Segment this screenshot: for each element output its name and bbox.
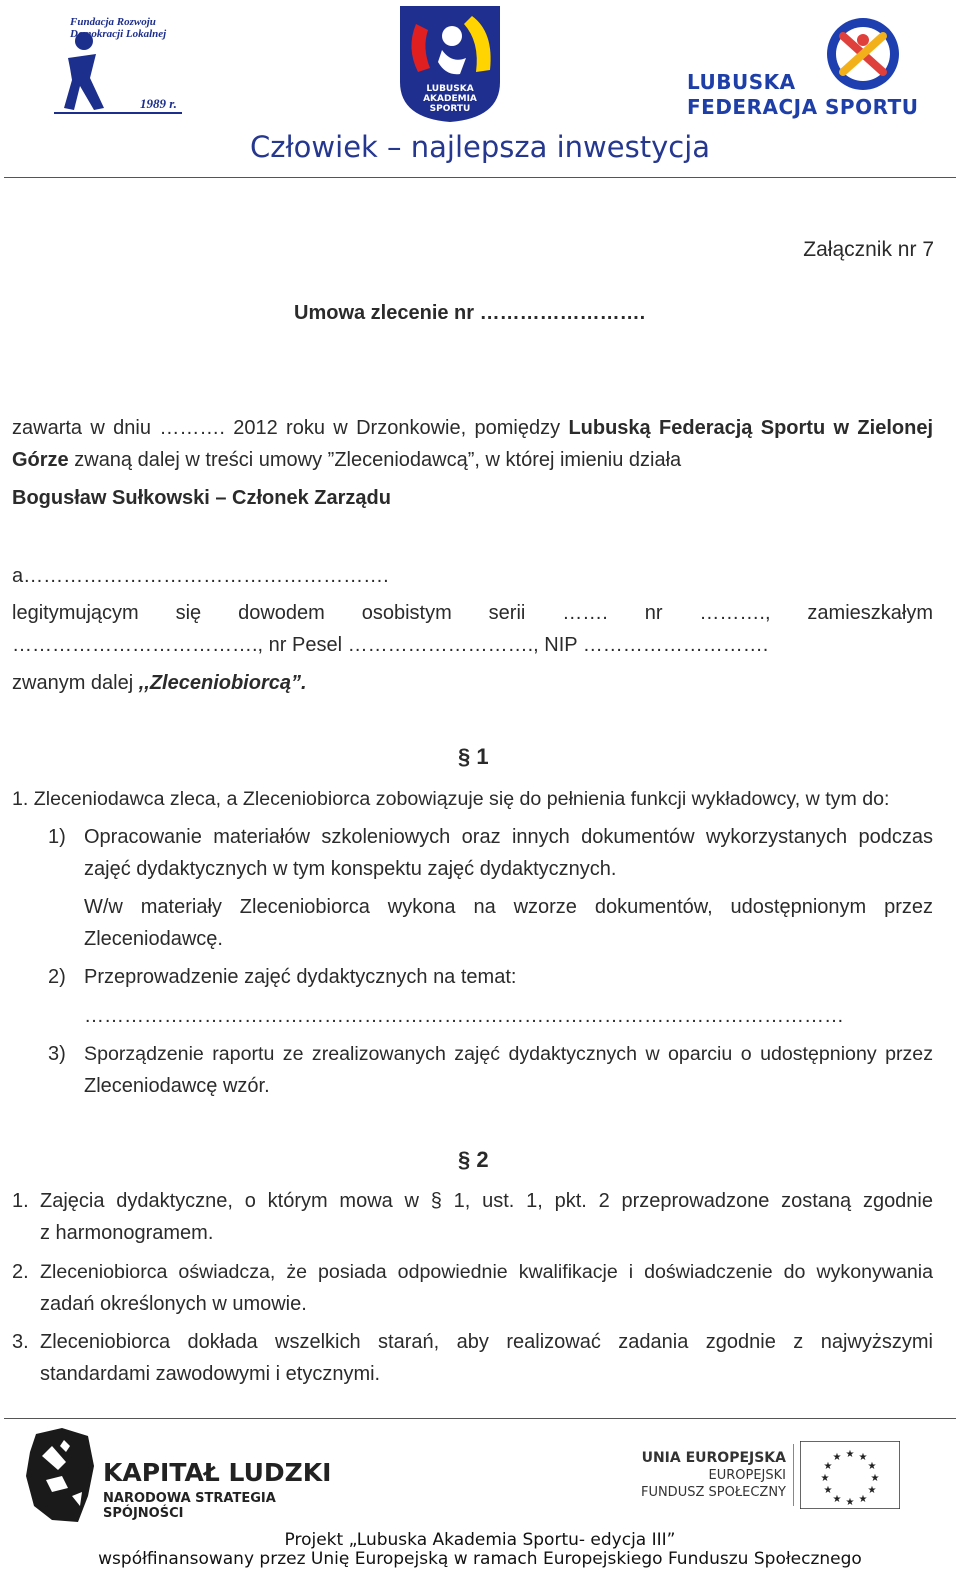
- svg-text:★: ★: [858, 1452, 868, 1463]
- svg-text:★: ★: [867, 1461, 877, 1472]
- fundacja-year: 1989 r.: [140, 96, 177, 111]
- svg-text:★: ★: [867, 1485, 877, 1496]
- akademia-line1: LUBUSKA: [426, 84, 474, 94]
- s2-point-1-line-2: z harmonogramem.: [40, 1222, 214, 1244]
- intro-line-1: [12, 412, 933, 444]
- footer-project: Projekt „Lubuska Akademia Sportu- edycja III”: [284, 1530, 676, 1550]
- running-figure-icon: [56, 30, 112, 114]
- section-1-paragraph: 1. Zleceniodawca zleca, a Zleceniobiorca zobowiązuje się do pełnienia funkcji wykładowcy, w tym do:: [12, 788, 890, 810]
- item-1-line-1: Opracowanie materiałów szkoleniowych oraz innych dokumentów wykorzystanych podczas: [84, 826, 933, 848]
- svg-text:★: ★: [845, 1449, 855, 1460]
- s2-point-3-number: 3.: [12, 1331, 29, 1353]
- eu-line3: FUNDUSZ SPOŁECZNY: [640, 1485, 786, 1500]
- s2-point-2-line-2: zadań określonych w umowie.: [40, 1293, 307, 1315]
- representative: Bogusław Sułkowski – Członek Zarządu: [12, 487, 391, 509]
- fundacja-name: [70, 16, 190, 40]
- eu-fund-text: [640, 1450, 786, 1501]
- eu-line1: UNIA EUROPEJSKA: [641, 1450, 786, 1466]
- akademia-line3: SPORTU: [429, 104, 471, 114]
- annex-label: Załącznik nr 7: [803, 238, 934, 261]
- intro-line-2-text: zwaną dalej w treści umowy ”Zleceniodawcą”, w której imieniu działa: [68, 449, 682, 471]
- item-2-number: 2): [48, 966, 66, 988]
- federacja-line2: FEDERACJA SPORTU: [687, 95, 919, 119]
- intro-line-1-text: zawarta w dniu ………. 2012 roku w Drzonkowie, pomiędzy: [12, 417, 569, 439]
- item-3-line-2: Zleceniodawcę wzór.: [84, 1075, 270, 1097]
- fundacja-underline: [54, 112, 182, 114]
- fundacja-name-line1: Fundacja Rozwoju: [70, 16, 156, 28]
- client-name: Lubuską Federacją Sportu w Zielonej: [568, 417, 933, 439]
- item-1-line-2: zajęć dydaktycznych w tym konspektu zajęć dydaktycznych.: [84, 858, 617, 880]
- federacja-line1: LUBUSKA: [687, 70, 796, 94]
- s2-point-3-line-1: Zleceniobiorca dokłada wszelkich starań, aby realizować zadania zgodnie z najwyższymi: [40, 1331, 933, 1353]
- item-2-line-2: ……………………………………………………………………………………………………: [84, 1005, 844, 1027]
- s2-point-2-line-1: Zleceniobiorca oświadcza, że posiada odpowiednie kwalifikacje i doświadczenie do wykonywania: [40, 1261, 933, 1283]
- svg-text:★: ★: [820, 1473, 830, 1484]
- kapital-title: KAPITAŁ LUDZKI: [103, 1458, 332, 1487]
- eu-divider: [793, 1444, 794, 1506]
- svg-text:★: ★: [858, 1494, 868, 1505]
- item-1-line-3: W/w materiały Zleceniobiorca wykona na wzorze dokumentów, udostępnionym przez: [84, 896, 933, 918]
- item-3-line-1: Sporządzenie raportu ze zrealizowanych zajęć dydaktycznych w oparciu o udostępniony przez: [84, 1043, 933, 1065]
- party-line-4: [12, 667, 307, 699]
- svg-text:★: ★: [823, 1485, 833, 1496]
- client-city-end: Górze: [12, 449, 69, 471]
- logo-fundacja: [0, 0, 200, 120]
- party-line-3: ………………………………., nr Pesel ………………………., NIP ……………………….: [12, 634, 769, 656]
- akademia-line2: AKADEMIA: [423, 94, 477, 104]
- footer-cofinance: współfinansowany przez Unię Europejską w ramach Europejskiego Funduszu Społecznego: [98, 1549, 862, 1569]
- s2-point-1-line-1: Zajęcia dydaktyczne, o którym mowa w § 1, ust. 1, pkt. 2 przeprowadzone zostaną zgodnie: [40, 1190, 933, 1212]
- header-rule: [4, 177, 956, 178]
- svg-text:★: ★: [823, 1461, 833, 1472]
- item-1-number: 1): [48, 826, 66, 848]
- footer-rule: [4, 1418, 956, 1419]
- header: [0, 0, 960, 180]
- federacja-name: [687, 70, 918, 120]
- party-line-2: legitymującym się dowodem osobistym serii ……. nr ………., zamieszkałym: [12, 602, 933, 624]
- fundacja-name-line2: Demokracji Lokalnej: [70, 28, 167, 40]
- svg-text:★: ★: [845, 1497, 855, 1508]
- s2-point-1-number: 1.: [12, 1190, 29, 1212]
- section-1-heading: § 1: [458, 744, 489, 769]
- poland-map-icon: [22, 1426, 98, 1526]
- logo-federacja: [687, 0, 940, 125]
- intro-line-2: [12, 444, 681, 476]
- section-2-heading: § 2: [458, 1147, 489, 1172]
- contract-title: Umowa zlecenie nr …………………….: [294, 302, 646, 324]
- eu-flag-icon: [800, 1441, 900, 1509]
- svg-text:★: ★: [832, 1494, 842, 1505]
- s2-point-2-number: 2.: [12, 1261, 29, 1283]
- contractor-term: ,,Zleceniobiorcą”.: [138, 672, 307, 694]
- party-line-1: a……………………………………………….: [12, 565, 389, 587]
- svg-text:★: ★: [832, 1452, 842, 1463]
- akademia-emblem-icon: [394, 2, 506, 124]
- svg-text:★: ★: [870, 1473, 880, 1484]
- item-1-line-4: Zleceniodawcę.: [84, 928, 223, 950]
- eu-line2: EUROPEJSKI: [708, 1468, 786, 1483]
- header-tagline: Człowiek – najlepsza inwestycja: [249, 130, 711, 164]
- item-3-number: 3): [48, 1043, 66, 1065]
- party-line-4-text: zwanym dalej: [12, 672, 139, 694]
- logo-kapital-ludzki: [0, 1420, 340, 1530]
- logo-akademia: [394, 2, 506, 124]
- s2-point-3-line-2: standardami zawodowymi i etycznymi.: [40, 1363, 381, 1385]
- kapital-subtitle: NARODOWA STRATEGIA SPÓJNOŚCI: [103, 1491, 276, 1521]
- item-2-line-1: Przeprowadzenie zajęć dydaktycznych na temat:: [84, 966, 517, 988]
